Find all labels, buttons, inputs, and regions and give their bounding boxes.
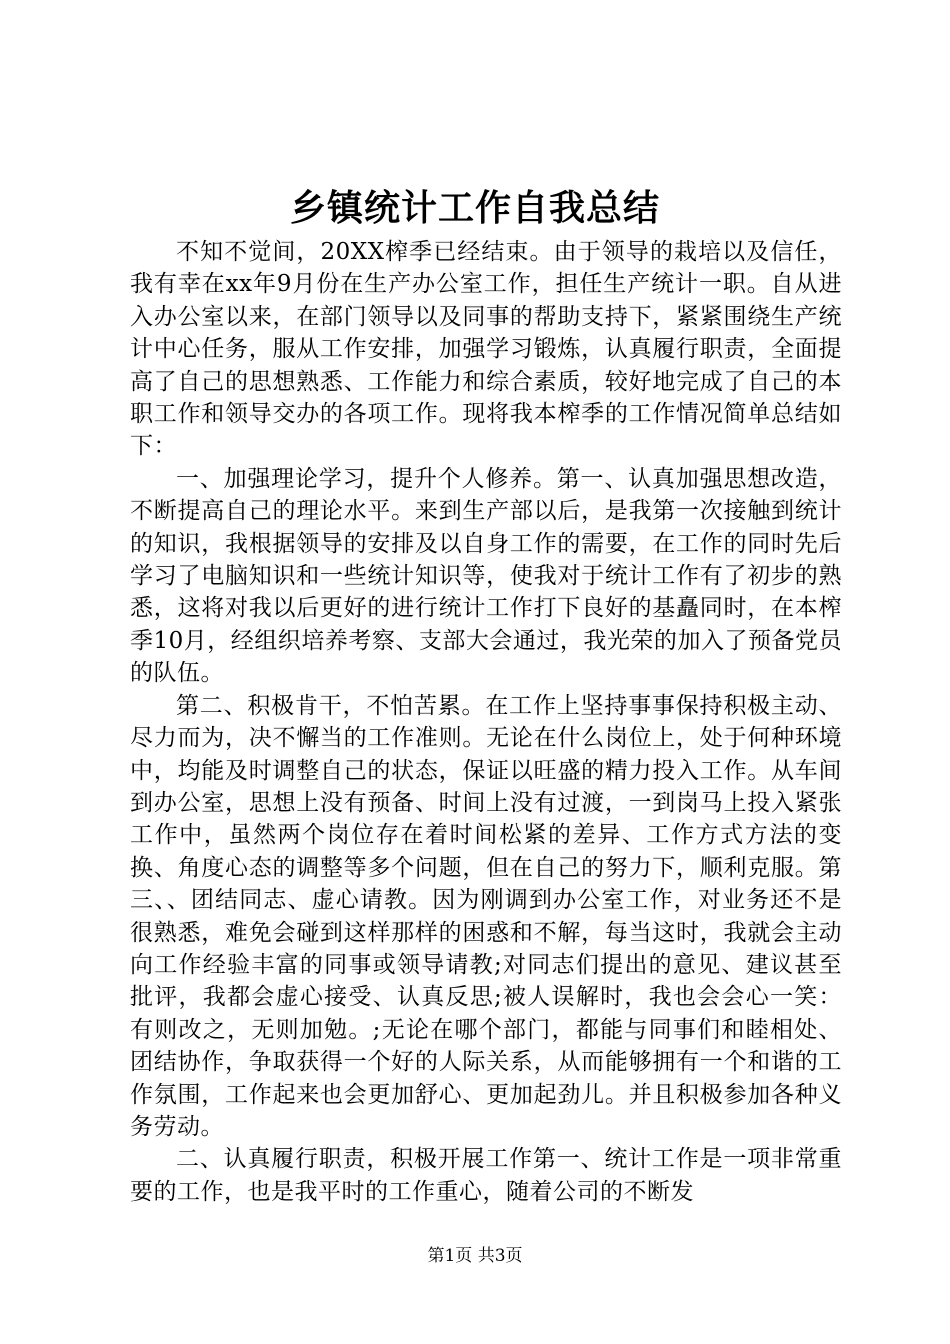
- paragraph-section-1: 一、加强理论学习，提升个人修养。第一、认真加强思想改造，不断提高自己的理论水平。来到生产部以后，是我第一次接触到统计的知识，我根据领导的安排及以自身工作的需要，在工作的同时先后学习了电脑知识和一些统计知识等，使我对于统计工作有了初步的熟悉，这将对我以后更好的进行统计工作打下良好的基矗同时，在本榨季10月，经组织培养考察、支部大会通过，我光荣的加入了预备党员的队伍。: [130, 465, 842, 687]
- paragraph-section-2: 二、认真履行职责，积极开展工作第一、统计工作是一项非常重要的工作，也是我平时的工作重心，随着公司的不断发: [130, 1146, 842, 1205]
- paragraph-section-1-cont: 第二、积极肯干，不怕苦累。在工作上坚持事事保持积极主动、尽力而为，决不懈当的工作准则。无论在什么岗位上，处于何种环境中，均能及时调整自己的状态，保证以旺盛的精力投入工作。从车间到办公室，思想上没有预备、时间上没有过渡，一到岗马上投入紧张工作中，虽然两个岗位存在着时间松紧的差异、工作方式方法的变换、角度心态的调整等多个问题，但在自己的努力下，顺利克服。第三、、团结同志、虚心请教。因为刚调到办公室工作，对业务还不是很熟悉，难免会碰到这样那样的困惑和不解，每当这时，我就会主动向工作经验丰富的同事或领导请教;对同志们提出的意见、建议甚至批评，我都会虚心接受、认真反思;被人误解时，我也会会心一笑：有则改之，无则加勉。;无论在哪个部门，都能与同事们和睦相处、团结协作，争取获得一个好的人际关系，从而能够拥有一个和谐的工作氛围，工作起来也会更加舒心、更加起劲儿。并且积极参加各种义务劳动。: [130, 692, 842, 1140]
- document-body: [130, 236, 842, 1208]
- document-title: 乡镇统计工作自我总结: [289, 188, 660, 229]
- paragraph-intro: 不知不觉间，20XX榨季已经结束。由于领导的栽培以及信任，我有幸在xx年9月份在生产办公室工作，担任生产统计一职。自从进入办公室以来，在部门领导以及同事的帮助支持下，紧紧围绕生产统计中心任务，服从工作安排，加强学习锻炼，认真履行职责，全面提高了自己的思想熟悉、工作能力和综合素质，较好地完成了自己的本职工作和领导交办的各项工作。现将我本榨季的工作情况简单总结如下：: [130, 239, 842, 460]
- page-footer: 第1页 共3页: [427, 1246, 523, 1266]
